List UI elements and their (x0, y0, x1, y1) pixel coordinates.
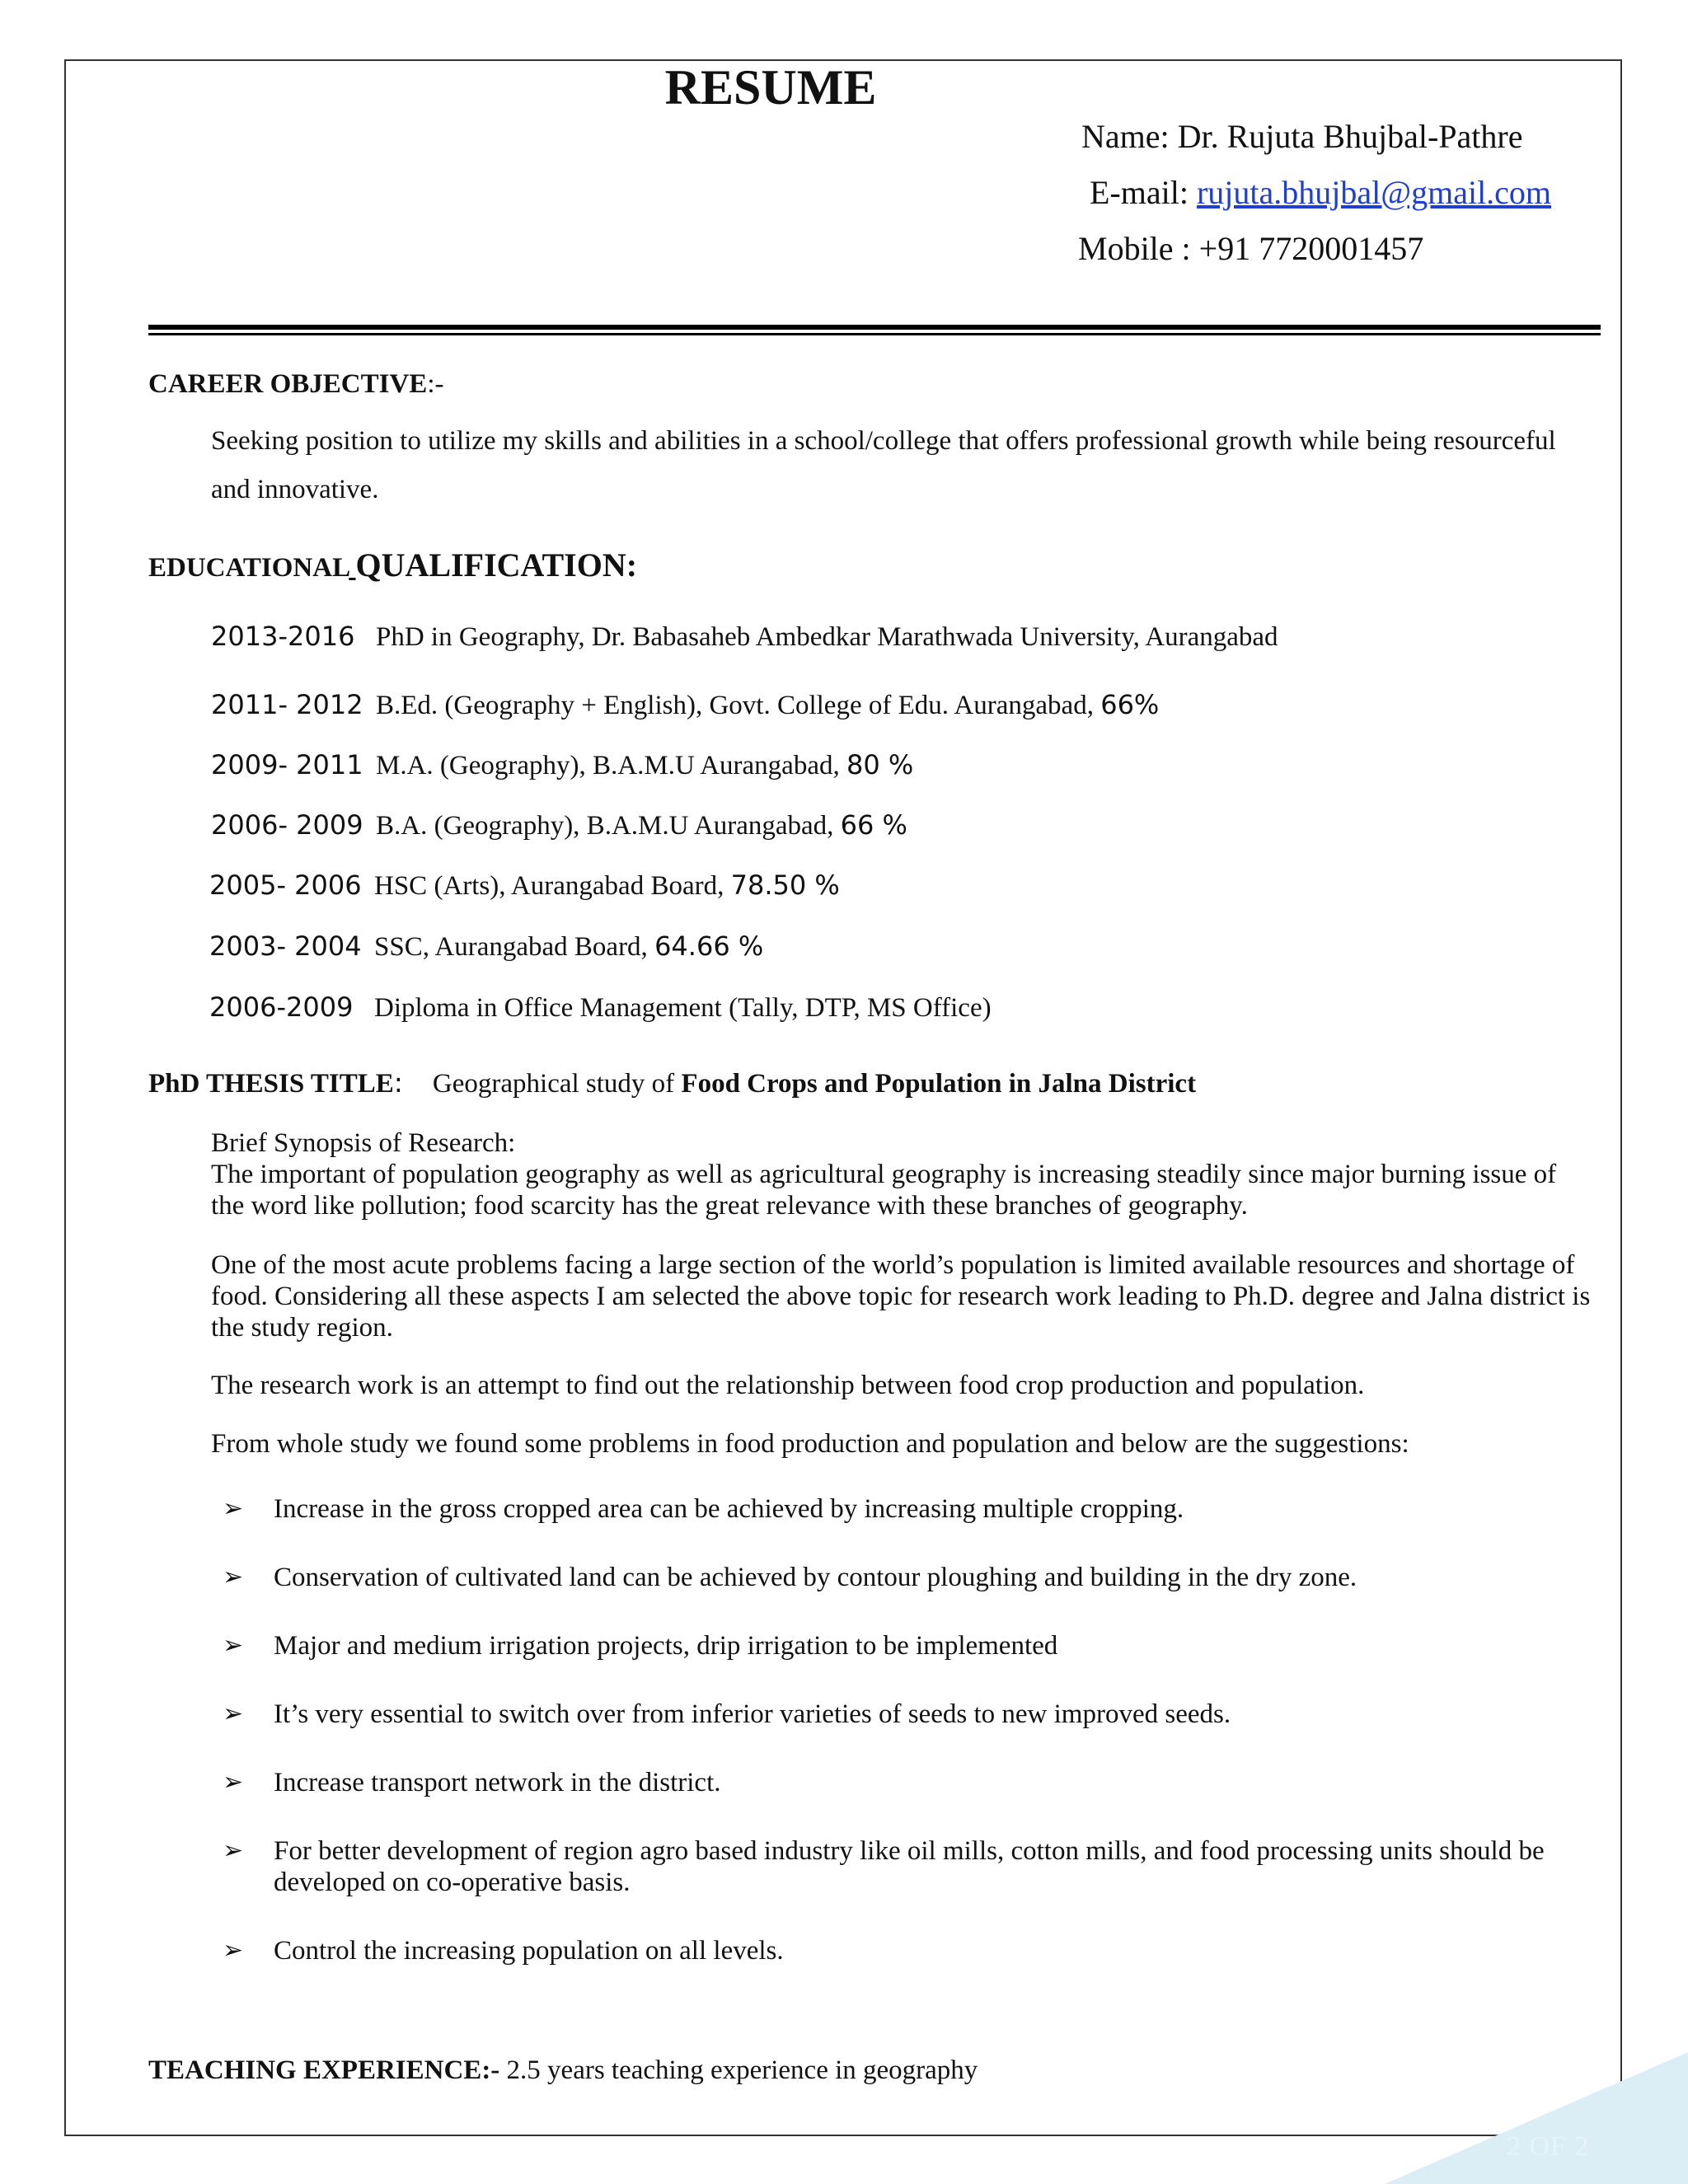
contact-name: Name: Dr. Rujuta Bhujbal-Pathre (1081, 118, 1523, 155)
synopsis-paragraph: The research work is an attempt to find out the relationship between food crop production and population. (211, 1371, 1365, 1400)
education-row (209, 930, 763, 963)
thesis-title-bold: Food Crops and Population in Jalna District (681, 1069, 1197, 1099)
corner-decoration (1385, 2052, 1688, 2184)
education-detail: M.A. (Geography), B.A.M.U Aurangabad, (376, 751, 846, 780)
education-score: 64.66 % (654, 930, 764, 962)
suggestions-list (223, 1493, 1607, 2004)
education-detail: Diploma in Office Management (Tally, DTP, MS Office) (374, 993, 992, 1023)
education-score: 80 % (846, 749, 914, 780)
education-years: 2006- 2009 (211, 809, 363, 841)
education-years: 2013-2016 (211, 621, 355, 652)
education-heading: EDUCATIONAL QUALIFICATION: (148, 546, 638, 583)
education-years: 2006-2009 (209, 991, 354, 1023)
email-label: E-mail: (1090, 174, 1197, 211)
thesis-title-plain: Geographical study of (432, 1069, 682, 1099)
education-score: 66% (1100, 689, 1160, 720)
education-detail: PhD in Geography, Dr. Babasaheb Ambedkar Marathwada University, Aurangabad (376, 622, 1278, 652)
synopsis-paragraph: From whole study we found some problems in food production and population and below are the suggestions: (211, 1429, 1409, 1459)
page-title: RESUME (664, 60, 877, 115)
synopsis-block (211, 1127, 1596, 1221)
synopsis-heading: Brief Synopsis of Research: (211, 1128, 516, 1158)
education-score: 78.50 % (730, 869, 840, 901)
career-objective-text: Seeking position to utilize my skills and abilities in a school/college that offers professional growth while being resourceful and innovative. (211, 426, 1556, 504)
teaching-text: 2.5 years teaching experience in geography (506, 2055, 978, 2085)
list-item: ➢ Increase transport network in the district. (223, 1768, 721, 1797)
synopsis-paragraph: One of the most acute problems facing a large section of the world’s population is limited available resources and shortage of food. Considering all these aspects I am selected the above topic for research work leading to Ph.D. degree and Jalna district is the study region. (211, 1250, 1591, 1343)
list-item: ➢ Control the increasing population on all levels. (223, 1936, 784, 1966)
education-detail: SSC, Aurangabad Board, (374, 932, 655, 962)
education-row (211, 749, 913, 781)
education-years: 2003- 2004 (209, 930, 362, 962)
arrowhead-bullet-icon: ➢ (223, 1836, 244, 1865)
arrowhead-bullet-icon: ➢ (223, 1631, 244, 1660)
education-row (209, 869, 840, 902)
education-detail: HSC (Arts), Aurangabad Board, (374, 871, 731, 901)
arrowhead-bullet-icon: ➢ (223, 1699, 244, 1728)
arrowhead-bullet-icon: ➢ (223, 1768, 244, 1797)
education-years: 2005- 2006 (209, 869, 362, 901)
thesis-title-line: PhD THESIS TITLE: Geographical study of Food Crops and Population in Jalna District (148, 1066, 1197, 1099)
education-score: 66 % (840, 809, 907, 841)
teaching-experience (148, 2055, 978, 2086)
education-row (211, 809, 907, 841)
header-divider (148, 325, 1601, 330)
email-link[interactable]: rujuta.bhujbal@gmail.com (1196, 174, 1552, 211)
contact-email (1090, 173, 1551, 212)
career-objective-heading: CAREER OBJECTIVE:- (148, 369, 444, 399)
page-number: 2 OF 2 (1507, 2131, 1590, 2162)
teaching-label: TEACHING EXPERIENCE:- (148, 2055, 507, 2085)
arrowhead-bullet-icon: ➢ (223, 1936, 244, 1965)
arrowhead-bullet-icon: ➢ (223, 1563, 244, 1591)
thesis-label: PhD THESIS TITLE (148, 1069, 394, 1099)
education-years: 2009- 2011 (211, 749, 363, 780)
synopsis-paragraph: The important of population geography as well as agricultural geography is increasing steadily since major burning issue of the word like pollution; food scarcity has the great relevance with these branches of geography. (211, 1160, 1557, 1221)
list-item: ➢ It’s very essential to switch over from inferior varieties of seeds to new improved seeds. (223, 1699, 1231, 1729)
education-years: 2011- 2012 (211, 689, 363, 720)
list-item: ➢ Major and medium irrigation projects, drip irrigation to be implemented (223, 1631, 1058, 1661)
education-row (211, 621, 1278, 653)
list-item: ➢ Conservation of cultivated land can be achieved by contour ploughing and building in the dry zone. (223, 1563, 1357, 1592)
education-detail: B.A. (Geography), B.A.M.U Aurangabad, (376, 811, 841, 841)
list-item: ➢ For better development of region agro based industry like oil mills, cotton mills, and food processing units should be developed on co-operative basis. (223, 1836, 1545, 1897)
arrowhead-bullet-icon: ➢ (223, 1494, 244, 1523)
contact-mobile: Mobile : +91 7720001457 (1078, 230, 1424, 267)
education-row (211, 689, 1159, 721)
header-divider-thin (148, 333, 1601, 335)
education-row (209, 991, 992, 1024)
list-item: ➢ Increase in the gross cropped area can be achieved by increasing multiple cropping. (223, 1494, 1184, 1524)
education-detail: B.Ed. (Geography + English), Govt. College of Edu. Aurangabad, (376, 691, 1101, 720)
